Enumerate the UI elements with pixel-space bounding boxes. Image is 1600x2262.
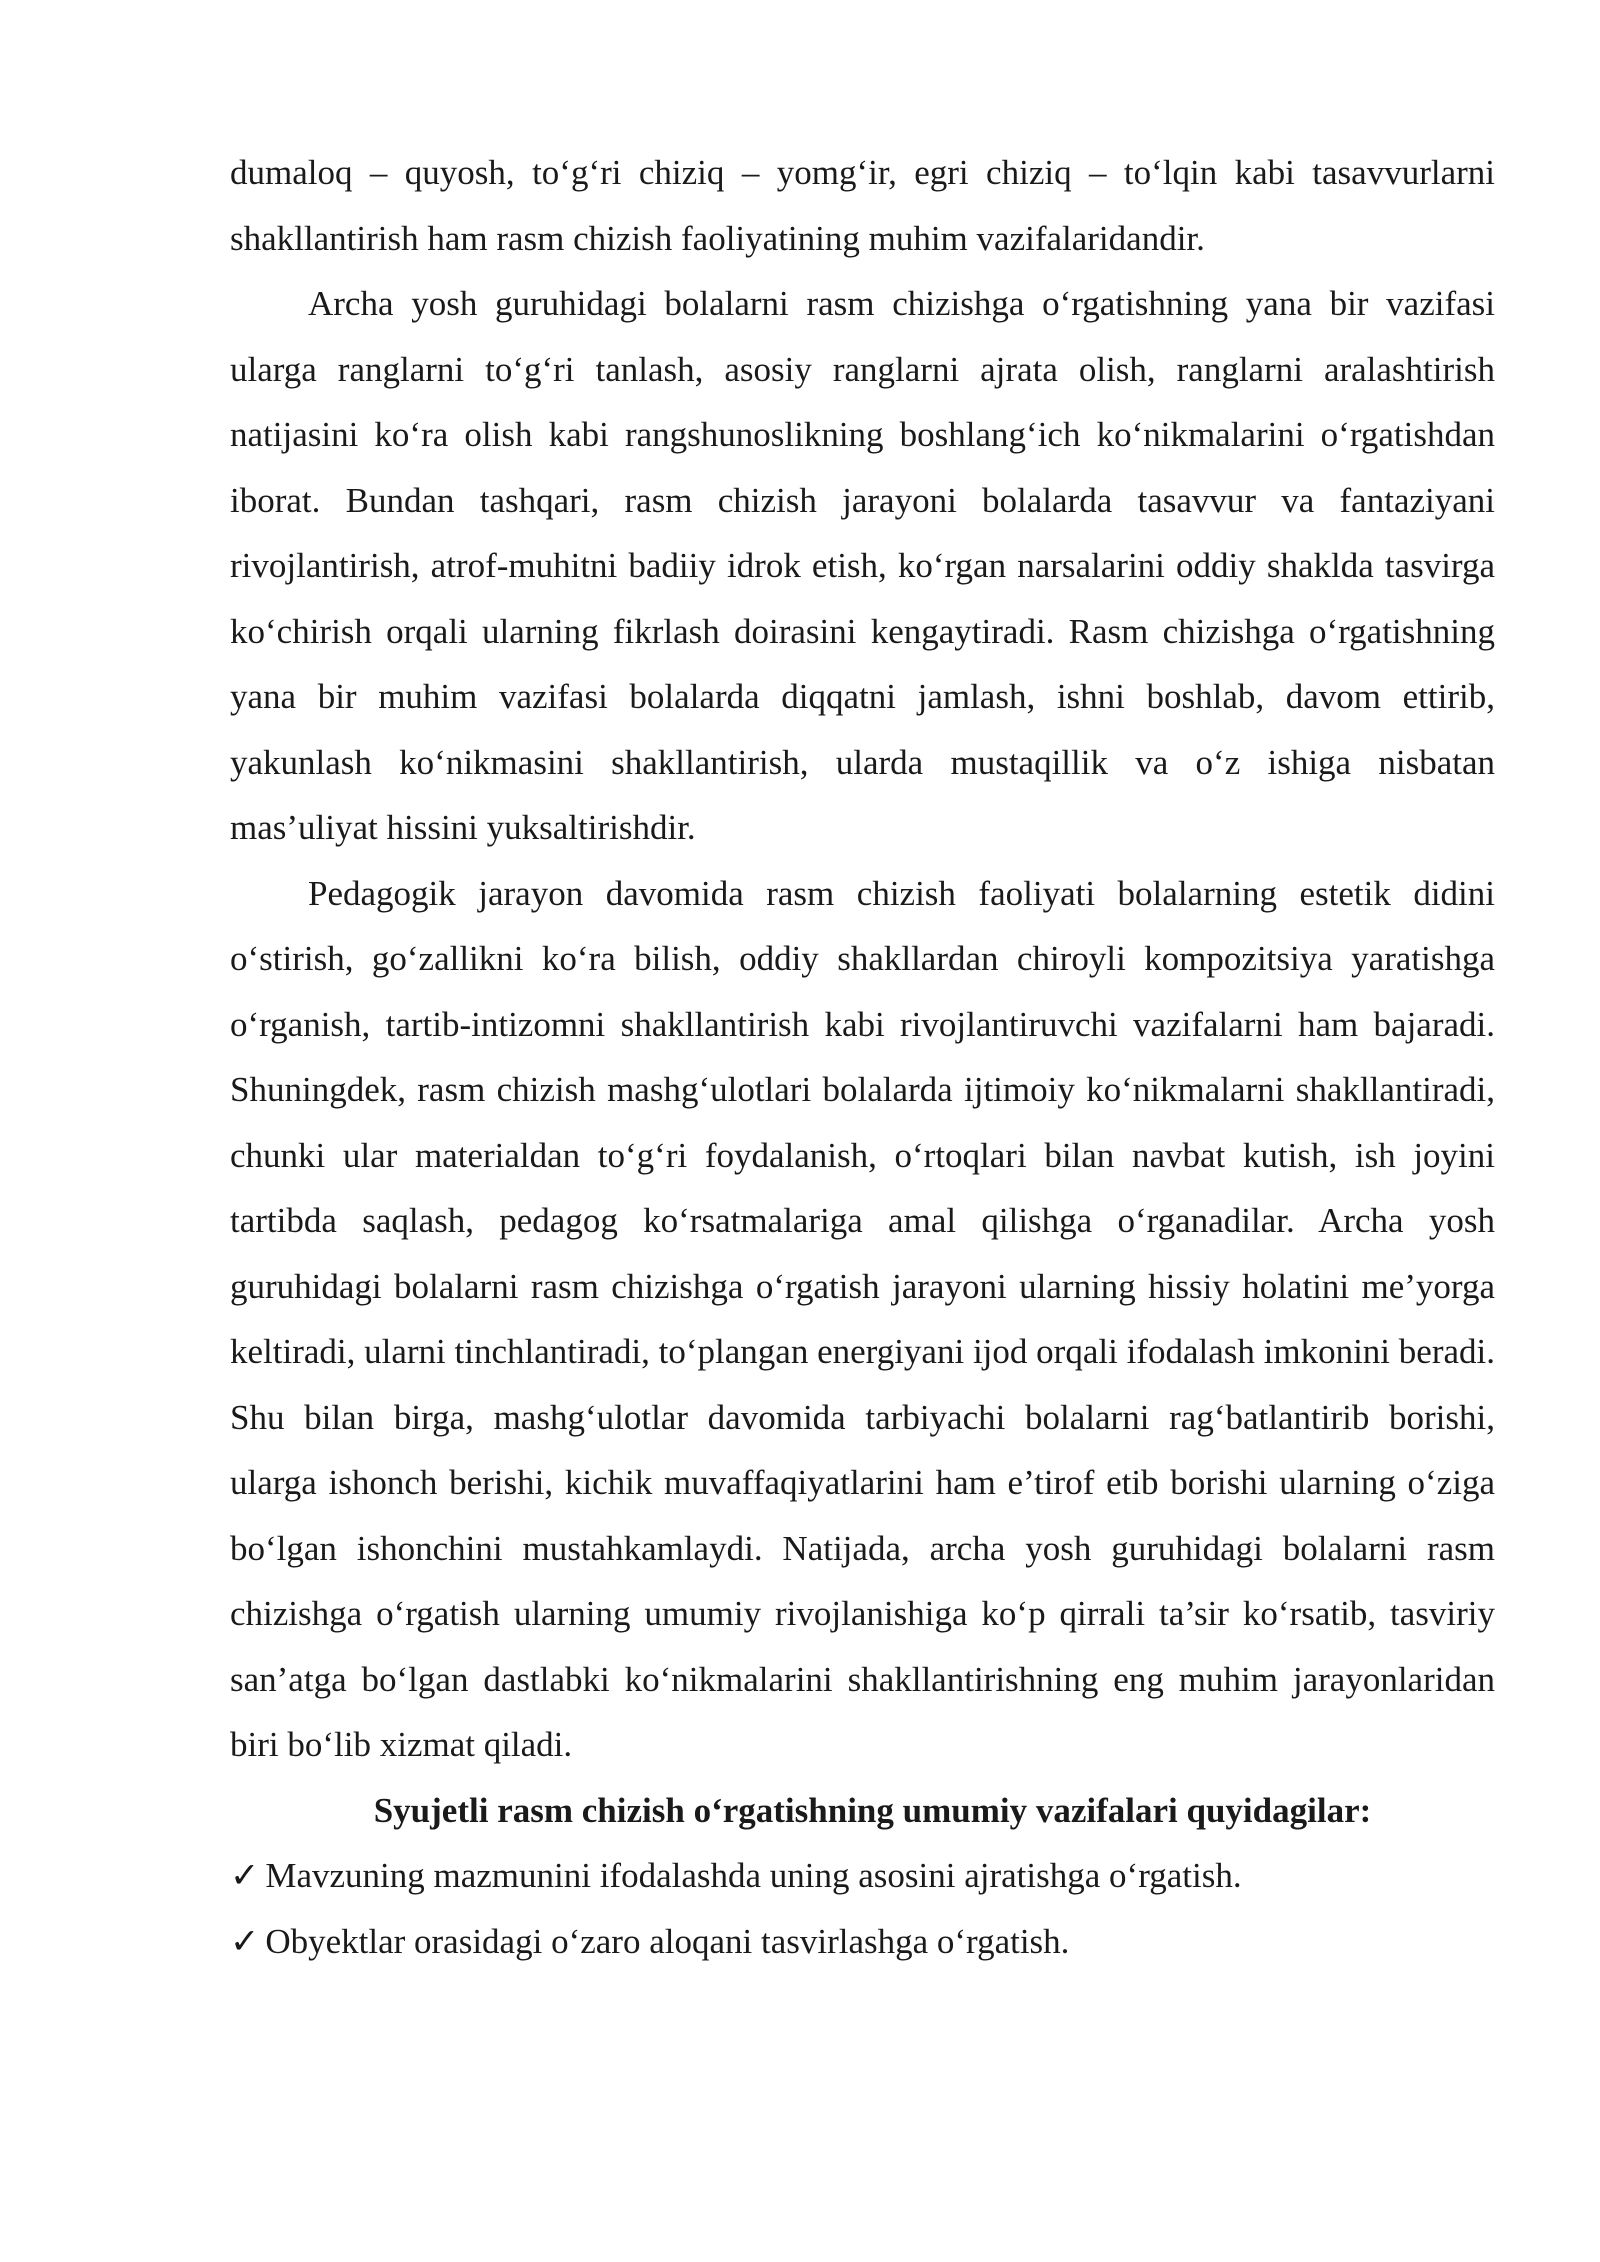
bullet-item-text: Mavzuning mazmunini ifodalashda uning asosini ajratishga o‘rgatish.: [265, 1856, 1242, 1895]
paragraph-color-skills: Archa yosh guruhidagi bolalarni rasm chizishga o‘rgatishning yana bir vazifasi ularga ranglarni to‘g‘ri tanlash, asosiy ranglarni ajrata olish, ranglarni aralashtirish natijasini ko‘ra olish kabi rangshunoslikning boshlang‘ich ko‘nikmalarini o‘rgatishdan iborat. Bundan tashqari, rasm chizish jarayoni bolalarda tasavvur va fantaziyani rivojlantirish, atrof-muhitni badiiy idrok etish, ko‘rgan narsalarini oddiy shaklda tasvirga ko‘chirish orqali ularning fikrlash doirasini kengaytiradi. Rasm chizishga o‘rgatishning yana bir muhim vazifasi bolalarda diqqatni jamlash, ishni boshlab, davom ettirib, yakunlash ko‘nikmasini shakllantirish, ularda mustaqillik va o‘z ishiga nisbatan mas’uliyat hissini yuksaltirishdir.: [230, 284, 1495, 847]
bullet-item-text: Obyektlar orasidagi o‘zaro aloqani tasvirlashga o‘rgatish.: [265, 1921, 1070, 1961]
checkmark-icon: ✓: [230, 1856, 260, 1895]
document-page: [230, 140, 1495, 1974]
section-heading: Syujetli rasm chizish o‘rgatishning umumiy vazifalari quyidagilar:: [373, 1790, 1372, 1830]
bullet-item: [230, 1909, 1495, 1975]
checkmark-icon: ✓: [230, 1921, 260, 1961]
paragraph-continuation: dumaloq – quyosh, to‘g‘ri chiziq – yomg‘ir, egri chiziq – to‘lqin kabi tasavvurlarni shakllantirish ham rasm chizish faoliyatining muhim vazifalaridandir.: [230, 153, 1495, 258]
bullet-item: [230, 1843, 1495, 1909]
paragraph-pedagogical-process: Pedagogik jarayon davomida rasm chizish faoliyati bolalarning estetik didini o‘stirish, go‘zallikni ko‘ra bilish, oddiy shakllardan chiroyli kompozitsiya yaratishga o‘rganish, tartib-intizomni shakllantirish kabi rivojlantiruvchi vazifalarni ham bajaradi. Shuningdek, rasm chizish mashg‘ulotlari bolalarda ijtimoiy ko‘nikmalarni shakllantiradi, chunki ular materialdan to‘g‘ri foydalanish, o‘rtoqlari bilan navbat kutish, ish joyini tartibda saqlash, pedagog ko‘rsatmalariga amal qilishga o‘rganadilar. Archa yosh guruhidagi bolalarni rasm chizishga o‘rgatish jarayoni ularning hissiy holatini me’yorga keltiradi, ularni tinchlantiradi, to‘plangan energiyani ijod orqali ifodalash imkonini beradi. Shu bilan birga, mashg‘ulotlar davomida tarbiyachi bolalarni rag‘batlantirib borishi, ularga ishonch berishi, kichik muvaffaqiyatlarini ham e’tirof etib borishi ularning o‘ziga bo‘lgan ishonchini mustahkamlaydi. Natijada, archa yosh guruhidagi bolalarni rasm chizishga o‘rgatish ularning umumiy rivojlanishiga ko‘p qirrali ta’sir ko‘rsatib, tasviriy san’atga bo‘lgan dastlabki ko‘nikmalarini shakllantirishning eng muhim jarayonlaridan biri bo‘lib xizmat qiladi.: [230, 873, 1495, 1764]
